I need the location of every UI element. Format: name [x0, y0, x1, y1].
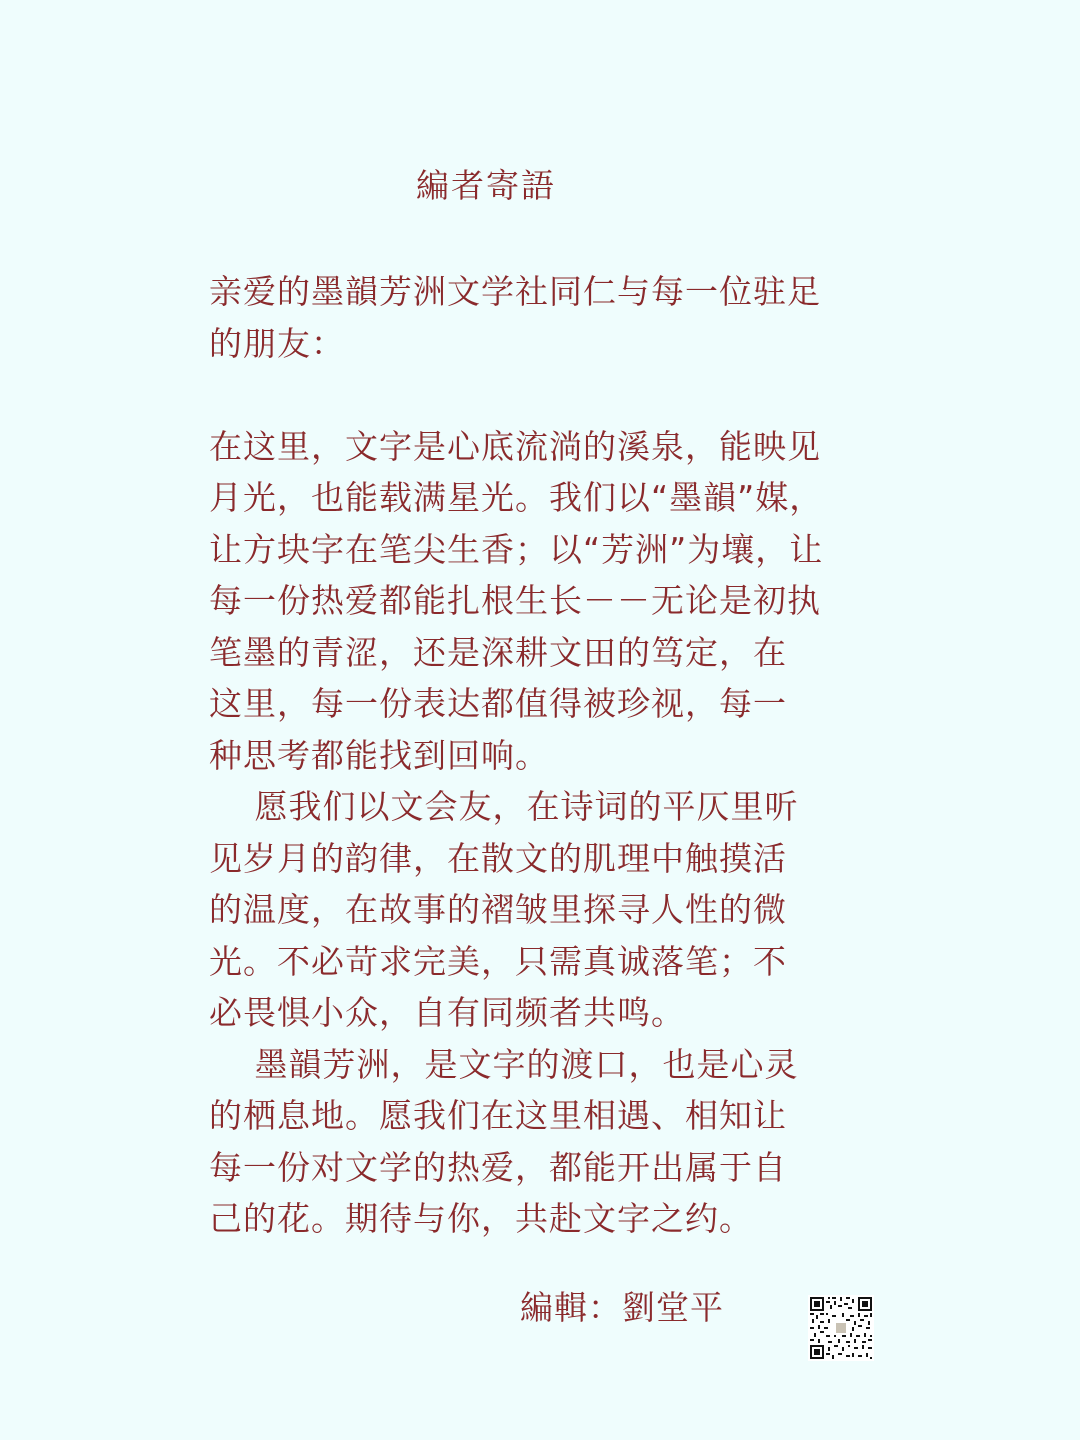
editorial-title: 編者寄語	[416, 166, 556, 205]
paragraph-1-line: 这里，每一份表达都值得被珍视，每一	[209, 684, 787, 723]
qr-code-icon[interactable]	[808, 1295, 874, 1361]
greeting-line: 的朋友：	[209, 323, 345, 363]
paragraph-2-line: 见岁月的韵律，在散文的肌理中触摸活	[209, 838, 787, 878]
editor-signature: 編輯：劉堂平	[520, 1288, 724, 1327]
paragraph-2-line: 必畏惧小众，自有同频者共鸣。	[209, 993, 685, 1032]
paragraph-2-line: 的温度，在故事的褶皱里探寻人性的微	[209, 890, 787, 929]
paragraph-1-line: 让方块字在笔尖生香；以“芳洲”为壤，让	[209, 529, 824, 569]
paragraph-3-line: 的栖息地。愿我们在这里相遇、相知让	[209, 1096, 787, 1135]
paragraph-3-line: 己的花。期待与你，共赴文字之约。	[209, 1199, 753, 1238]
blank-line	[209, 369, 879, 421]
paragraph-3-line: 每一份对文学的热爱，都能开出属于自	[209, 1147, 787, 1187]
paragraph-1-line: 笔墨的青涩，还是深耕文田的笃定，在	[209, 632, 787, 672]
paragraph-2-line: 光。不必苛求完美，只需真诚落笔；不	[209, 941, 787, 981]
paragraph-1-line: 种思考都能找到回响。	[209, 735, 549, 775]
paragraph-1-line: 在这里，文字是心底流淌的溪泉，能映见	[209, 426, 821, 466]
paragraph-1-line: 每一份热爱都能扎根生长－－无论是初执	[209, 581, 821, 620]
greeting-line: 亲爱的墨韻芳洲文学社同仁与每一位驻足	[209, 272, 821, 311]
paragraph-2-line: 愿我们以文会友，在诗词的平仄里听	[209, 787, 799, 826]
paragraph-1-line: 月光，也能载满星光。我们以“墨韻”媒，	[209, 478, 824, 517]
editorial-body	[209, 266, 879, 1245]
paragraph-3-line: 墨韻芳洲，是文字的渡口，也是心灵	[209, 1044, 799, 1084]
